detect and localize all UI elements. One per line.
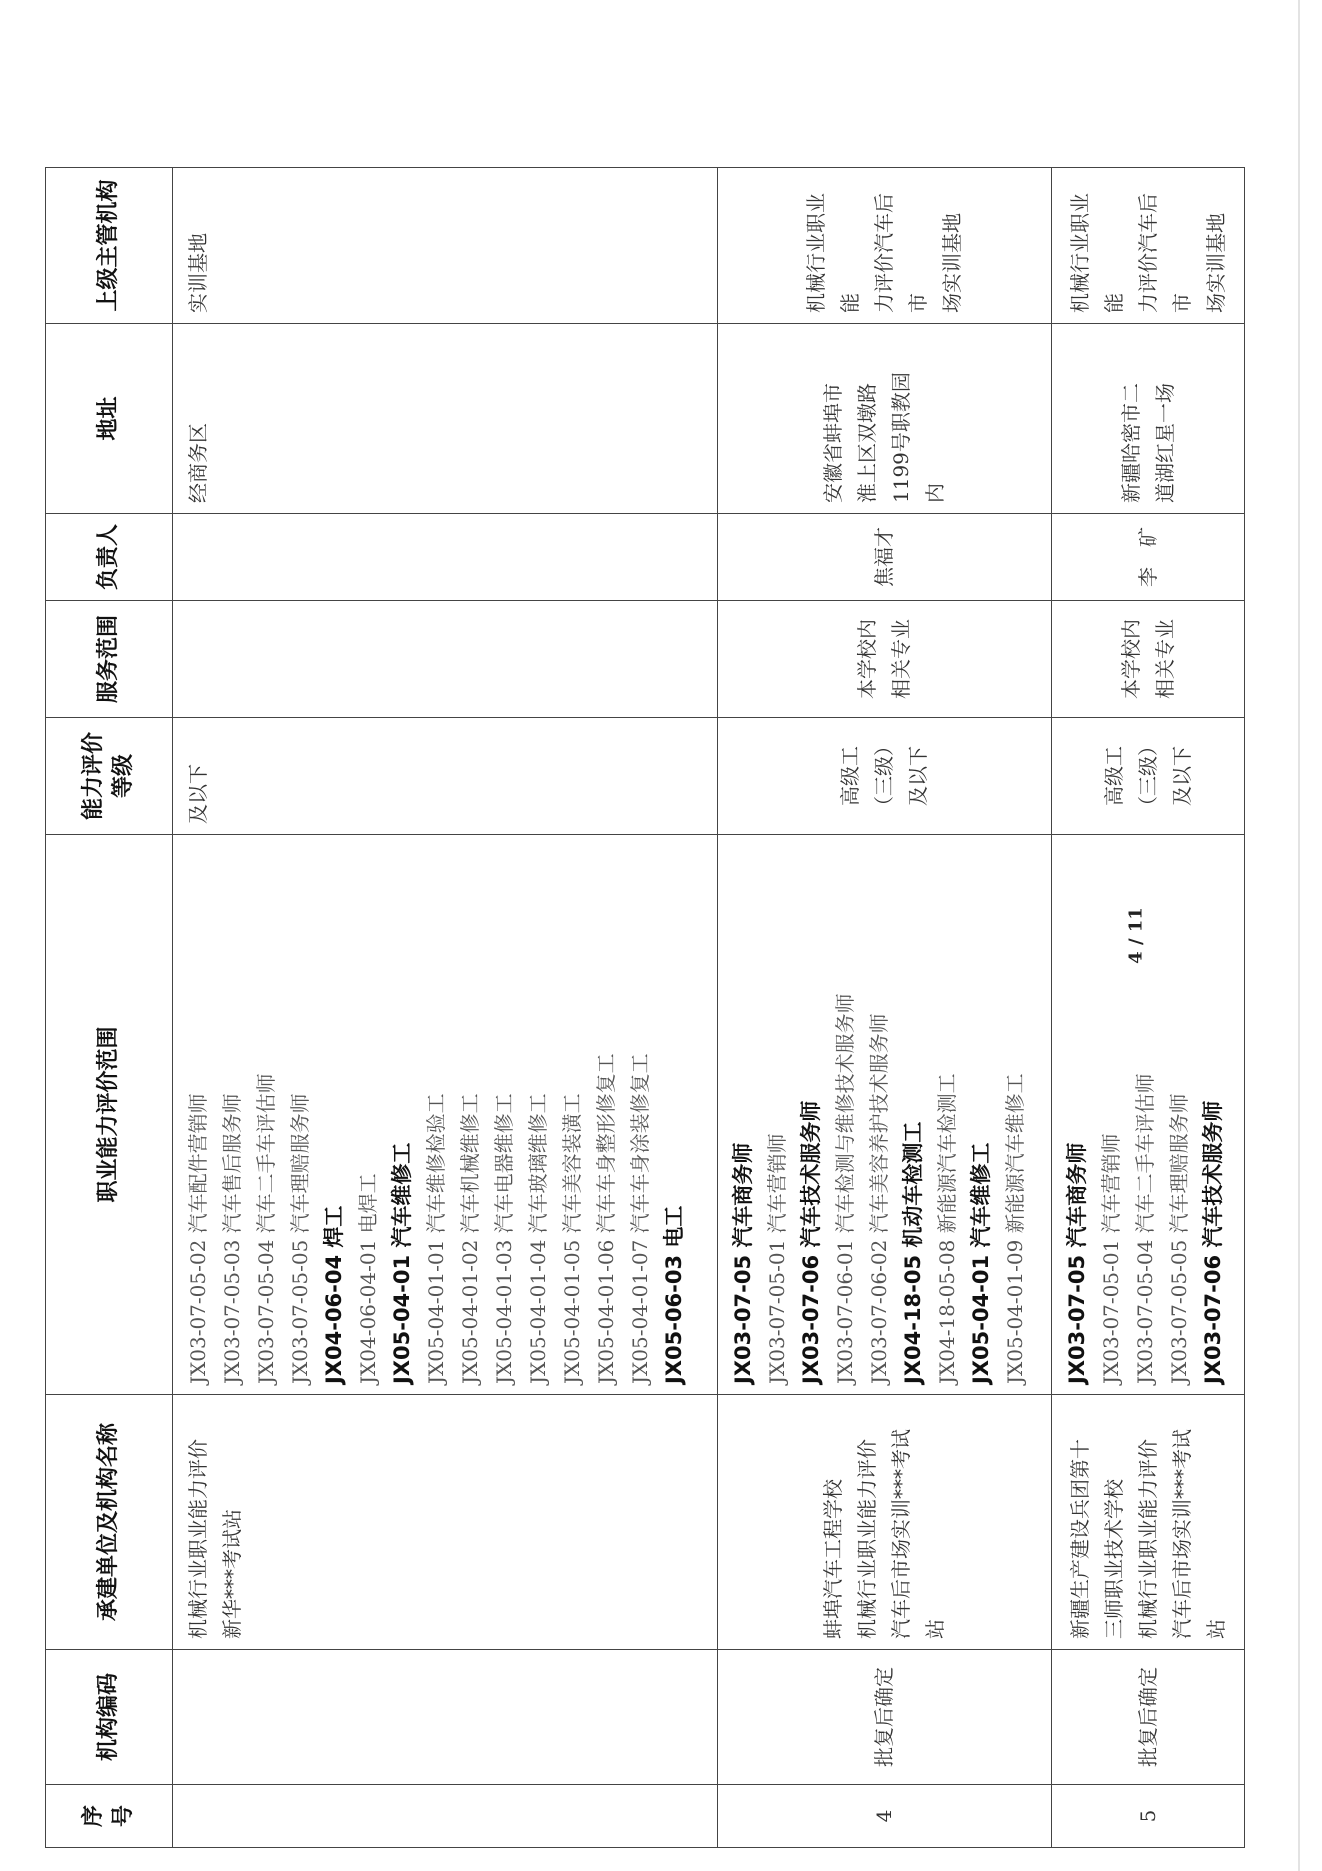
- header-unit: 承建单位及机构名称: [46, 1395, 173, 1650]
- supervisor-line: 场实训基地: [940, 213, 965, 313]
- unit-line: 三师职业技术学校: [1101, 1479, 1126, 1639]
- scope-line: JX03-07-05-01 汽车营销师: [764, 1133, 789, 1384]
- unit-line: 汽车后市场实训***考试: [889, 1429, 914, 1639]
- cell-unit: [717, 1395, 1051, 1650]
- cell-code: 批复后确定: [1051, 1650, 1244, 1785]
- cell-seq: [173, 1785, 718, 1848]
- unit-line: 机械行业职业能力评价: [186, 1439, 210, 1639]
- unit-line: 站: [923, 1619, 948, 1639]
- scope-line: JX04-06-04-01 电焊工: [356, 1173, 380, 1384]
- table-row-4: [717, 168, 1051, 1848]
- supervisor-line: 场实训基地: [1203, 213, 1228, 313]
- header-address: 地址: [46, 324, 173, 514]
- unit-line: 站: [1203, 1619, 1228, 1639]
- level-line: 及以下: [906, 746, 931, 806]
- supervisor-line: 力评价汽车后市: [1135, 193, 1194, 313]
- cell-address: [717, 324, 1051, 514]
- scope-line: JX05-04-01-02 汽车机械维修工: [458, 1093, 482, 1384]
- unit-line: 蚌埠汽车工程学校: [821, 1479, 846, 1639]
- header-row: [46, 168, 173, 1848]
- scope-line: JX03-07-05-04 汽车二手车评估师: [254, 1073, 278, 1384]
- cell-unit: [173, 1395, 718, 1650]
- scope-line: JX05-04-01-06 汽车车身整形修复工: [594, 1053, 618, 1384]
- supervisor-line: 力评价汽车后市: [872, 193, 931, 313]
- cell-unit: [1051, 1395, 1244, 1650]
- scope-line: JX05-06-03 电工: [662, 1205, 686, 1384]
- cell-service: [1051, 601, 1244, 718]
- cell-supervisor: [1051, 168, 1244, 324]
- cell-address: [1051, 324, 1244, 514]
- scope-line: JX03-07-05-02 汽车配件营销师: [186, 1093, 210, 1384]
- cell-scope: [173, 835, 718, 1395]
- scope-line: JX03-07-06-01 汽车检测与维修技术服务师: [832, 993, 857, 1384]
- cell-person: 焦福才: [717, 514, 1051, 601]
- unit-line: 新疆生产建设兵团第十: [1067, 1439, 1092, 1639]
- scan-edge-line: [1298, 0, 1300, 1871]
- scope-line: JX05-04-01-01 汽车维修检验工: [424, 1093, 448, 1384]
- address-line: 安徽省蚌埠市: [821, 383, 846, 503]
- cell-scope: [717, 835, 1051, 1395]
- scope-line: JX03-07-05 汽车商务师: [730, 1142, 755, 1384]
- header-service: 服务范围: [46, 601, 173, 718]
- scope-line: JX05-04-01-09 新能源汽车维修工: [1002, 1073, 1027, 1384]
- cell-level: 及以下: [173, 718, 718, 835]
- cell-level: [1051, 718, 1244, 835]
- header-scope: 职业能力评价范围: [46, 835, 173, 1395]
- level-line: 及以下: [1169, 746, 1194, 806]
- level-line: 高级工: [838, 746, 863, 806]
- cell-code: [173, 1650, 718, 1785]
- address-line: 内: [923, 483, 948, 503]
- cell-service: [173, 601, 718, 718]
- unit-line: 机械行业职业能力评价: [855, 1439, 880, 1639]
- address-line: 淮上区双墩路: [855, 383, 880, 503]
- cell-supervisor: [717, 168, 1051, 324]
- unit-line: 机械行业职业能力评价: [1135, 1439, 1160, 1639]
- cell-code: 批复后确定: [717, 1650, 1051, 1785]
- table-row-5: [1051, 168, 1244, 1848]
- scope-line: JX05-04-01-03 汽车电器维修工: [492, 1093, 516, 1384]
- header-code: 机构编码: [46, 1650, 173, 1785]
- cell-seq: 5: [1051, 1785, 1244, 1848]
- service-line: 相关专业: [889, 619, 914, 699]
- scope-line: JX04-18-05-08 新能源汽车检测工: [934, 1073, 959, 1384]
- header-supervisor: 上级主管机构: [46, 168, 173, 324]
- scope-line: JX03-07-05-01 汽车营销师: [1098, 1133, 1123, 1384]
- cell-address: 经商务区: [173, 324, 718, 514]
- scope-line: JX04-18-05 机动车检测工: [900, 1121, 925, 1384]
- header-seq: 序号: [46, 1785, 173, 1848]
- scope-line: JX05-04-01 汽车维修工: [968, 1142, 993, 1384]
- cell-person: 李 矿: [1051, 514, 1244, 601]
- service-line: 本学校内: [1118, 619, 1143, 699]
- unit-line: 新华***考试站: [220, 1509, 244, 1639]
- supervisor-line: 机械行业职业能: [804, 193, 863, 313]
- unit-line: 汽车后市场实训***考试: [1169, 1429, 1194, 1639]
- cell-person: [173, 514, 718, 601]
- institution-table: [45, 167, 1245, 1848]
- scope-line: JX05-04-01 汽车维修工: [390, 1142, 414, 1384]
- address-line: 道湖红星一场: [1152, 383, 1177, 503]
- address-line: 新疆哈密市二: [1118, 383, 1143, 503]
- cell-level: [717, 718, 1051, 835]
- service-line: 本学校内: [855, 619, 880, 699]
- service-line: 相关专业: [1152, 619, 1177, 699]
- scope-line: JX04-06-04 焊工: [322, 1205, 346, 1384]
- cell-seq: 4: [717, 1785, 1051, 1848]
- header-person: 负责人: [46, 514, 173, 601]
- scope-line: JX05-04-01-07 汽车车身涂装修复工: [628, 1053, 652, 1384]
- level-line: 高级工: [1101, 746, 1126, 806]
- address-line: 1199号职教园: [889, 372, 914, 503]
- page-number: 4 / 11: [1125, 907, 1147, 964]
- header-level: 能力评价等级: [46, 718, 173, 835]
- scope-line: JX03-07-05-05 汽车理赔服务师: [1166, 1093, 1191, 1384]
- table-row-continued: [173, 168, 718, 1848]
- scope-line: JX03-07-06-02 汽车美容养护技术服务师: [866, 1013, 891, 1384]
- cell-supervisor: 实训基地: [173, 168, 718, 324]
- level-line: （三级）: [1135, 736, 1160, 816]
- scope-line: JX03-07-05-03 汽车售后服务师: [220, 1093, 244, 1384]
- scope-line: JX03-07-05-04 汽车二手车评估师: [1132, 1073, 1157, 1384]
- scope-line: JX03-07-06 汽车技术服务师: [1200, 1100, 1225, 1384]
- cell-service: [717, 601, 1051, 718]
- level-line: （三级）: [872, 736, 897, 816]
- scope-line: JX03-07-06 汽车技术服务师: [798, 1100, 823, 1384]
- scope-line: JX03-07-05-05 汽车理赔服务师: [288, 1093, 312, 1384]
- supervisor-line: 机械行业职业能: [1067, 193, 1126, 313]
- rotated-table-frame: [45, 168, 1245, 1848]
- scope-line: JX03-07-05 汽车商务师: [1064, 1142, 1089, 1384]
- scope-line: JX05-04-01-04 汽车玻璃维修工: [526, 1093, 550, 1384]
- scope-line: JX05-04-01-05 汽车美容装潢工: [560, 1093, 584, 1384]
